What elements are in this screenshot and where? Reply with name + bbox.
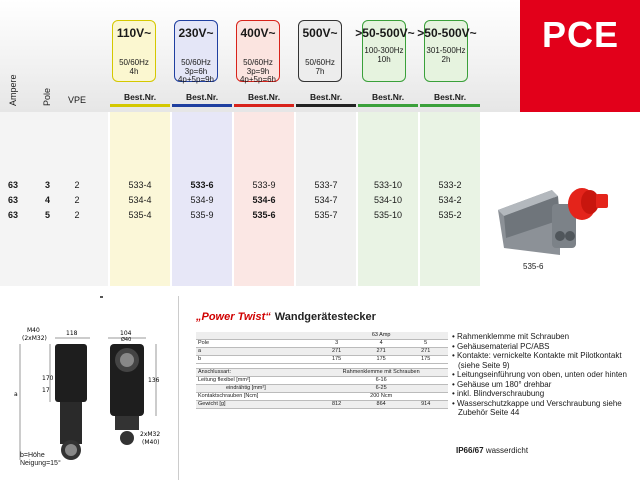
dim-m32: (2xM32)	[22, 335, 47, 342]
order-code: 534-9	[190, 195, 214, 205]
voltage-box-hf-301-500: >50-500V~ 301-500Hz 2h	[424, 20, 468, 82]
ip-rating	[456, 446, 528, 455]
order-code: 533-9	[252, 180, 276, 190]
spec-label: eindrähtig [mm²]	[196, 385, 314, 393]
order-code: 534-2	[438, 195, 462, 205]
spec-row	[196, 385, 448, 393]
feature-item: • inkl. Blindverschraubung	[452, 389, 545, 398]
side-view-ring-inner	[120, 353, 134, 367]
feature-item: • Kontakte: vernickelte Kontakte mit Pilotkontakt (siehe Seite 9)	[452, 351, 622, 370]
note-height: b=Höhe	[20, 452, 45, 459]
feature-item: • Leitungseinführung von oben, unten oder hinten	[452, 370, 627, 379]
product-title-type: Wandgerätestecker	[274, 311, 376, 323]
spec-row	[196, 348, 448, 356]
spec-table	[196, 332, 448, 409]
underline-400v	[234, 104, 294, 107]
spec-row	[196, 332, 448, 340]
voltage-box-110v: 110V~ 50/60Hz 4h	[112, 20, 156, 82]
underline-230v	[172, 104, 232, 107]
dim-height-1: 170	[42, 375, 54, 382]
order-number-header: Best.Nr.	[247, 92, 281, 102]
dimension-drawing	[0, 320, 175, 470]
spec-label: a	[196, 348, 314, 356]
cable-entry	[565, 231, 575, 241]
dim-width-1: 118	[66, 330, 78, 337]
spec-value: 864	[359, 401, 404, 409]
spec-label: Leitung flexibel [mm²]	[196, 377, 314, 385]
side-view-gland	[115, 416, 139, 430]
separator-mark	[100, 296, 103, 298]
underline-500v	[296, 104, 356, 107]
spec-row	[196, 356, 448, 364]
side-view-entry	[120, 431, 134, 445]
spec-value: 271	[314, 348, 359, 356]
spec-value: 914	[403, 401, 448, 409]
spec-amp-header: 63 Amp	[314, 332, 448, 340]
dim-m40: M40	[27, 327, 40, 334]
row-ampere: 63	[8, 195, 19, 205]
order-code: 535-2	[438, 210, 462, 220]
vpe-header: VPE	[68, 95, 87, 105]
underline-hf1	[358, 104, 418, 107]
pole-header: Pole	[42, 87, 52, 106]
spec-value: 3	[314, 340, 359, 348]
product-image	[490, 180, 610, 265]
dim-m40b: (M40)	[142, 439, 160, 446]
spec-label: Pole	[196, 340, 314, 348]
underline-hf2	[420, 104, 480, 107]
spec-value: 812	[314, 401, 359, 409]
voltage-box-hf-100-300: >50-500V~ 100-300Hz 10h	[362, 20, 406, 82]
spec-label: b	[196, 356, 314, 364]
spec-label: Anschlussart:	[196, 369, 314, 377]
spec-value: 200 Ncm	[314, 393, 448, 401]
order-code: 533-4	[128, 180, 152, 190]
spec-value: 5	[403, 340, 448, 348]
row-pole: 4	[45, 195, 51, 205]
order-code: 534-4	[128, 195, 152, 205]
order-number-header: Best.Nr.	[371, 92, 405, 102]
front-view-plug	[60, 402, 82, 444]
spec-value: 175	[359, 356, 404, 364]
spec-value: 4	[359, 340, 404, 348]
row-ampere: 63	[8, 210, 19, 220]
dim-m32b: 2xM32	[140, 431, 161, 438]
voltage-box-500v: 500V~ 50/60Hz 7h	[298, 20, 342, 82]
order-code: 533-2	[438, 180, 462, 190]
row-vpe: 2	[74, 195, 80, 205]
spec-row	[196, 340, 448, 348]
order-code: 535-6	[252, 210, 276, 220]
order-code: 533-10	[373, 180, 403, 190]
ip-text: wasserdicht	[485, 446, 529, 455]
dim-height-3: 136	[148, 377, 160, 384]
dim-label-a: a	[14, 391, 18, 398]
spec-value: 6-25	[314, 385, 448, 393]
spec-value: 175	[403, 356, 448, 364]
order-code: 534-7	[314, 195, 338, 205]
dimension-note	[20, 452, 61, 468]
product-title	[196, 311, 376, 323]
row-vpe: 2	[74, 180, 80, 190]
order-number-header: Best.Nr.	[309, 92, 343, 102]
order-number-header: Best.Nr.	[185, 92, 219, 102]
feature-item: • Wasserschutzkappe und Verschraubung siehe Zubehör Seite 44	[452, 398, 622, 417]
order-code: 535-7	[314, 210, 338, 220]
spec-row	[196, 369, 448, 377]
dim-diameter: Ø40	[121, 337, 132, 343]
order-number-header: Best.Nr.	[433, 92, 467, 102]
dim-width-2: 104	[120, 330, 132, 337]
order-number-header: Best.Nr.	[123, 92, 157, 102]
cable-entry	[555, 231, 565, 241]
spec-row	[196, 401, 448, 409]
voltage-box-400v: 400V~ 50/60Hz 3p=9h 4p+5p=6h	[236, 20, 280, 82]
feature-list	[452, 332, 638, 418]
feature-item: • Rahmenklemme mit Schrauben	[452, 332, 570, 341]
dim-height-2: 17	[42, 387, 50, 394]
order-code: 534-10	[373, 195, 403, 205]
brand-logo: PCE	[520, 0, 640, 112]
spec-value: 6-16	[314, 377, 448, 385]
ampere-header: Ampere	[8, 74, 18, 106]
feature-item: • Gehäuse um 180° drehbar	[452, 379, 552, 389]
spec-label: Kontaktschrauben [Ncm]	[196, 393, 314, 401]
plug-tip	[596, 194, 608, 208]
spec-row	[196, 393, 448, 401]
spec-label: Gewicht [g]	[196, 401, 314, 409]
row-vpe: 2	[74, 210, 80, 220]
product-title-brand: „Power Twist“	[196, 311, 271, 323]
section-divider	[178, 296, 179, 480]
note-tilt: Neigung=15°	[20, 460, 61, 467]
spec-value: 175	[314, 356, 359, 364]
spec-value: 271	[359, 348, 404, 356]
spec-row	[196, 377, 448, 385]
order-code: 535-9	[190, 210, 214, 220]
order-code: 534-6	[252, 195, 276, 205]
underline-110v	[110, 104, 170, 107]
row-pole: 5	[45, 210, 51, 220]
order-code: 535-4	[128, 210, 152, 220]
order-code: 533-6	[190, 180, 214, 190]
order-code: 535-10	[373, 210, 403, 220]
spec-value: Rahmenklemme mit Schrauben	[314, 369, 448, 377]
order-code: 533-7	[314, 180, 338, 190]
row-ampere: 63	[8, 180, 19, 190]
front-view-body	[55, 344, 87, 402]
row-pole: 3	[45, 180, 51, 190]
ip-code: IP66/67	[456, 446, 484, 455]
spec-value: 271	[403, 348, 448, 356]
front-view-socket-inner	[65, 444, 77, 456]
feature-item: • Gehäusematerial PC/ABS	[452, 341, 550, 351]
product-caption: 535-6	[523, 262, 544, 271]
voltage-box-230v: 230V~ 50/60Hz 3p=6h 4p+5p=9h	[174, 20, 218, 82]
